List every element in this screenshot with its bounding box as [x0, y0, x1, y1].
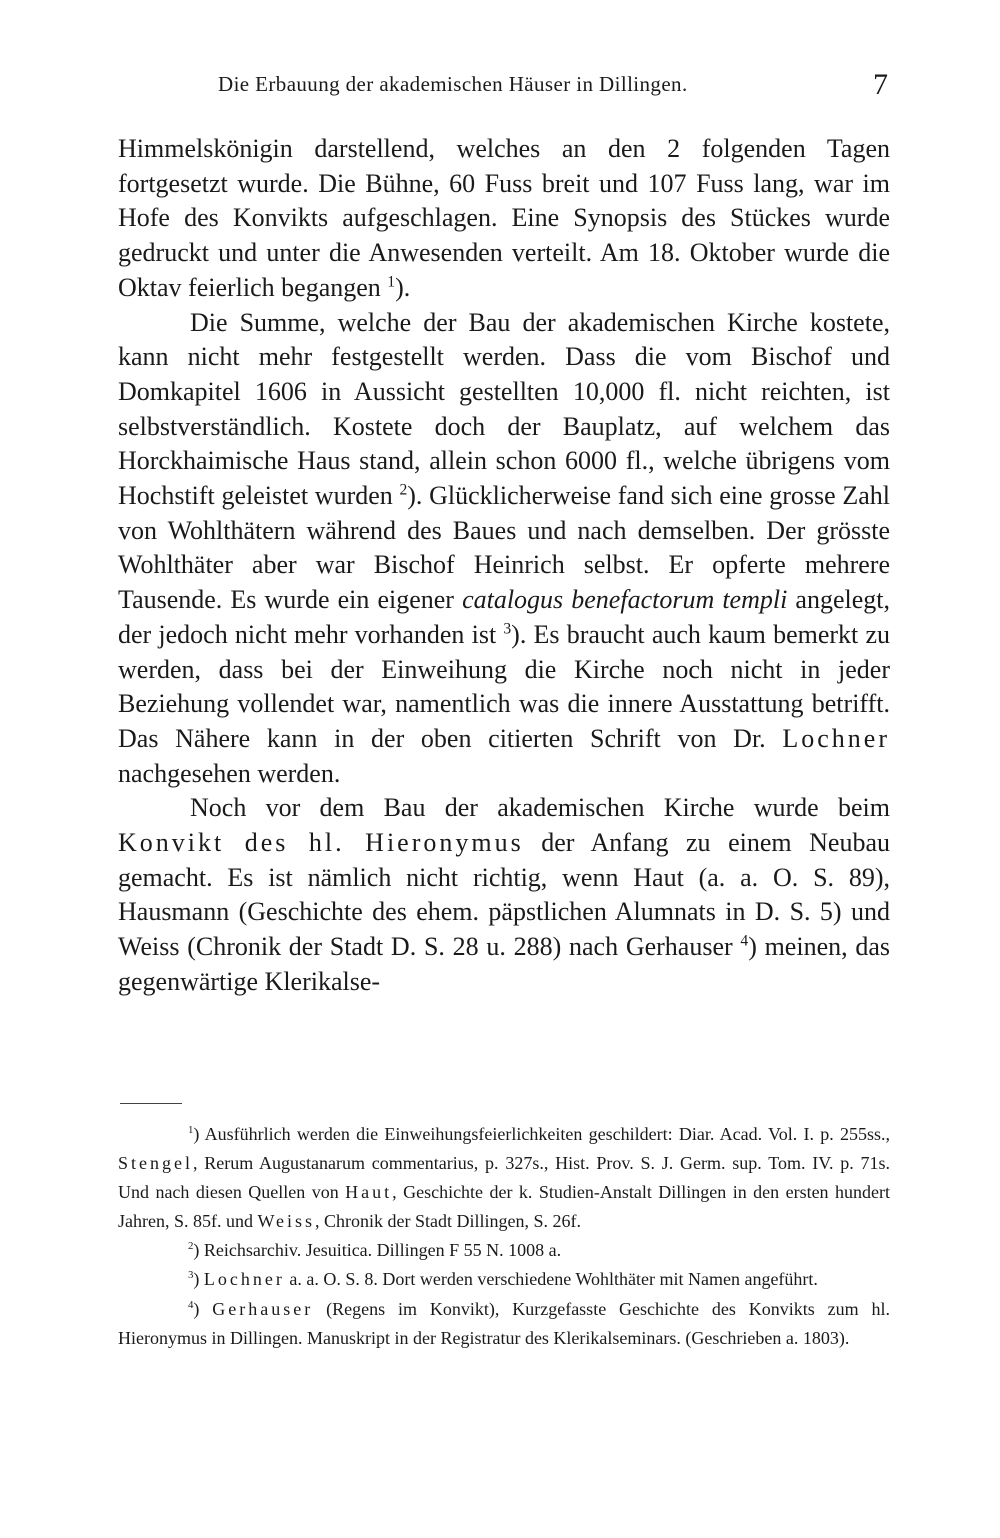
text-run: Die Summe, welche der Bau der akademischen Kirche kostete, kann nicht mehr festgestellt werden. Dass die vom Bischof und Domkapitel 1606 in Aussicht gestellten 10,000 fl. nicht reichten, ist selbstverständlich. Kostete doch der Bauplatz, auf welchem das Horckhaimische Haus stand, allein schon 6000 fl., welche übrigens vom Hochstift geleistet wurden	[118, 307, 890, 511]
paragraph	[118, 306, 890, 792]
text-run: a. a. O. S. 8. Dort werden verschiedene Wohlthäter mit Namen angeführt.	[284, 1269, 818, 1290]
footnote-ref[interactable]: 4	[740, 932, 749, 950]
author-name: Lochner	[203, 1269, 285, 1290]
text-run: ).	[395, 272, 411, 302]
text-run: Noch vor dem Bau der akademischen Kirche wurde beim	[190, 793, 890, 823]
text-run: ) Ausführlich werden die Einweihungsfeierlichkeiten geschildert: Diar. Acad. Vol. I. p. 255ss.,	[193, 1124, 890, 1144]
author-name: Haut	[345, 1182, 393, 1203]
text-run: )	[193, 1269, 204, 1290]
text-run: nachgesehen werden.	[118, 758, 341, 788]
paragraph	[118, 132, 890, 306]
footnote-mark: 4	[188, 1298, 194, 1311]
author-name: Stengel	[118, 1153, 193, 1174]
footnotes	[118, 1120, 890, 1353]
page-header	[118, 68, 888, 104]
footnote-ref[interactable]: 3	[503, 620, 512, 638]
author-name: Gerhauser	[212, 1298, 314, 1319]
footnote-divider	[120, 1103, 182, 1104]
footnote	[118, 1120, 890, 1236]
footnote	[118, 1295, 890, 1353]
text-run: )	[193, 1298, 213, 1319]
text-run: Himmelskönigin darstellend, welches an den 2 folgenden Tagen fortgesetzt wurde. Die Bühne, 60 Fuss breit und 107 Fuss lang, war im Hofe des Konvikts aufgeschlagen. Eine Synopsis des Stückes wurde gedruckt und unter die Anwesenden verteilt. Am 18. Oktober wurde die Oktav feierlich begangen	[118, 134, 890, 302]
text-run: angelegt, der jedoch nicht mehr vorhanden ist	[118, 585, 890, 649]
text-run: ) Reichsarchiv. Jesuitica. Dillingen F 55 N. 1008 a.	[193, 1240, 562, 1261]
text-run: , Geschichte der k. Studien-Anstalt Dillingen in den ersten hundert Jahren, S. 85f. und	[118, 1182, 890, 1232]
footnote	[118, 1265, 890, 1294]
text-run: , Rerum Augustanarum commentarius, p. 327s., Hist. Prov. S. J. Germ. sup. Tom. IV. p. 71s. Und nach diesen Quellen von	[118, 1153, 890, 1203]
footnote	[118, 1236, 890, 1265]
text-run: (Regens im Konvikt), Kurzgefasste Geschichte des Konvikts zum hl. Hieronymus in Dillingen. Manuskript in der Registratur des Klerikalseminars. (Geschrieben a. 1803).	[118, 1298, 891, 1348]
emphasized-name: Konvikt des hl. Hieronymus	[118, 828, 524, 858]
page-number: 7	[873, 68, 888, 101]
footnote-mark: 1	[188, 1124, 194, 1136]
text-run: ). Es braucht auch kaum bemerkt zu werden, dass bei der Einweihung die Kirche noch nicht in jeder Beziehung vollendet war, namentlich was die innere Ausstattung betrifft. Das Nähere kann in der oben citierten Schrift von Dr.	[118, 619, 890, 753]
footnote-ref[interactable]: 2	[399, 481, 408, 499]
footnote-ref[interactable]: 1	[387, 273, 396, 291]
running-title: Die Erbauung der akademischen Häuser in Dillingen.	[218, 72, 688, 96]
main-text	[118, 132, 890, 1000]
author-name: Weiss	[257, 1211, 316, 1232]
author-name: Lochner	[782, 723, 890, 753]
footnote-mark: 2	[188, 1240, 194, 1253]
latin-title: catalogus benefactorum templi	[462, 585, 788, 615]
text-run: ). Glücklicherweise fand sich eine grosse Zahl von Wohlthätern während des Baues und nach demselben. Der grösste Wohlthäter aber war Bischof Heinrich selbst. Er opferte mehrere Tausende. Es wurde ein eigener	[118, 481, 890, 615]
text-run: , Chronik der Stadt Dillingen, S. 26f.	[315, 1211, 582, 1232]
paragraph	[118, 791, 890, 999]
text-run: der Anfang zu einem Neubau gemacht. Es ist nämlich nicht richtig, wenn Haut (a. a. O. S. 89), Hausmann (Geschichte des ehem. päpstlichen Alumnats in D. S. 5) und Weiss (Chronik der Stadt D. S. 28 u. 288) nach Gerhauser	[118, 828, 890, 962]
text-run: ) meinen, das gegenwärtige Klerikalse-	[118, 932, 891, 996]
footnote-mark: 3	[188, 1269, 194, 1282]
